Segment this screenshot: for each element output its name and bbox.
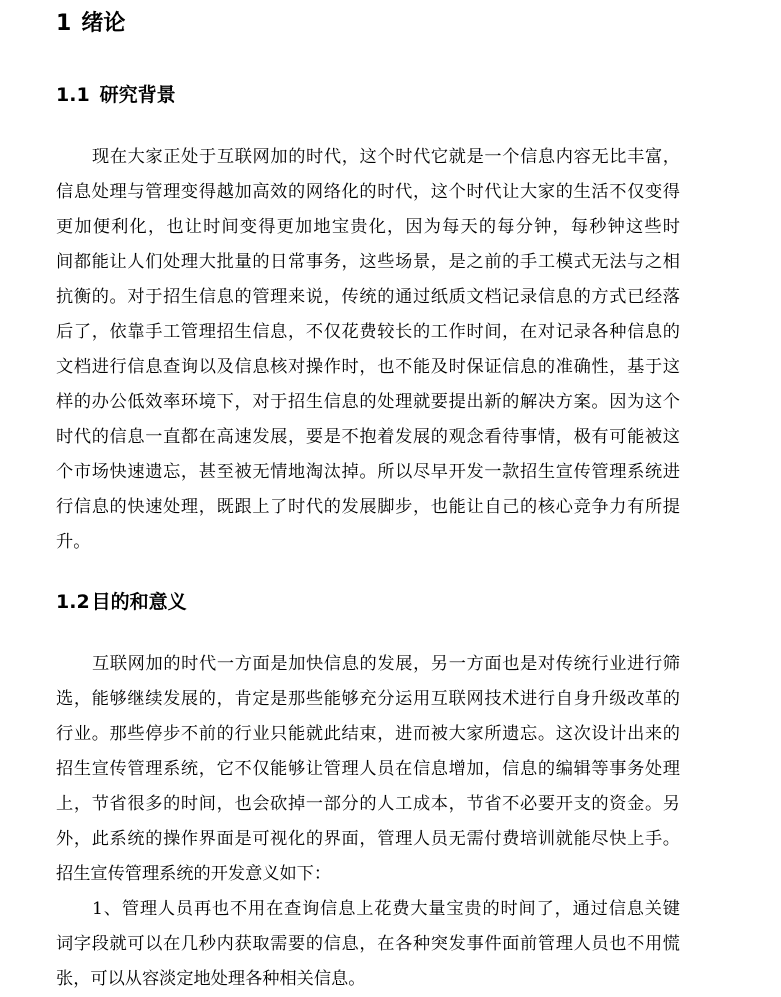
paragraph-purpose-significance — [56, 647, 680, 997]
text-line: 升。 — [56, 532, 91, 552]
chapter-heading — [56, 8, 125, 40]
text-line: 招生宣传管理系统，它不仅能够让管理人员在信息增加，信息的编辑等事务处理 — [56, 759, 680, 779]
chapter-title: 绪论 — [81, 11, 126, 36]
section-title: 目的和意义 — [91, 591, 187, 613]
section-number: 1.1 — [56, 84, 90, 106]
text-line: 1、管理人员再也不用在查询信息上花费大量宝贵的时间了，通过信息关键 — [92, 899, 680, 919]
text-line: 文档进行信息查询以及信息核对操作时，也不能及时保证信息的准确性，基于这 — [56, 357, 680, 377]
text-line: 后了，依靠手工管理招生信息，不仅花费较长的工作时间，在对记录各种信息的 — [56, 322, 680, 342]
section-title: 研究背景 — [99, 84, 176, 106]
text-line: 样的办公低效率环境下，对于招生信息的处理就要提出新的解决方案。因为这个 — [56, 392, 680, 412]
text-line: 上，节省很多的时间，也会砍掉一部分的人工成本，节省不必要开支的资金。另 — [56, 794, 680, 814]
text-line: 行信息的快速处理，既跟上了时代的发展脚步，也能让自己的核心竞争力有所提 — [56, 497, 680, 517]
text-line: 抗衡的。对于招生信息的管理来说，传统的通过纸质文档记录信息的方式已经落 — [56, 287, 680, 307]
text-line: 选，能够继续发展的，肯定是那些能够充分运用互联网技术进行自身升级改革的 — [56, 689, 680, 709]
text-line: 张，可以从容淡定地处理各种相关信息。 — [56, 969, 366, 989]
text-line: 信息处理与管理变得越加高效的网络化的时代，这个时代让大家的生活不仅变得 — [56, 182, 680, 202]
text-line: 外，此系统的操作界面是可视化的界面，管理人员无需付费培训就能尽快上手。 — [56, 829, 680, 849]
text-line: 行业。那些停步不前的行业只能就此结束，进而被大家所遗忘。这次设计出来的 — [56, 724, 680, 744]
text-line: 间都能让人们处理大批量的日常事务，这些场景，是之前的手工模式无法与之相 — [56, 252, 680, 272]
paragraph-research-background — [56, 140, 680, 560]
text-line: 现在大家正处于互联网加的时代，这个时代它就是一个信息内容无比丰富， — [92, 147, 680, 167]
text-line: 招生宣传管理系统的开发意义如下： — [56, 864, 332, 884]
section-heading-1-2 — [56, 588, 187, 616]
chapter-number: 1 — [56, 11, 72, 36]
text-line: 互联网加的时代一方面是加快信息的发展，另一方面也是对传统行业进行筛 — [92, 654, 680, 674]
text-line: 时代的信息一直都在高速发展，要是不抱着发展的观念看待事情，极有可能被这 — [56, 427, 680, 447]
text-line: 个市场快速遗忘，甚至被无情地淘汰掉。所以尽早开发一款招生宣传管理系统进 — [56, 462, 680, 482]
text-line: 词字段就可以在几秒内获取需要的信息，在各种突发事件面前管理人员也不用慌 — [56, 934, 680, 954]
section-heading-1-1 — [56, 81, 176, 109]
text-line: 更加便利化，也让时间变得更加地宝贵化，因为每天的每分钟，每秒钟这些时 — [56, 217, 680, 237]
section-number: 1.2 — [56, 591, 90, 613]
